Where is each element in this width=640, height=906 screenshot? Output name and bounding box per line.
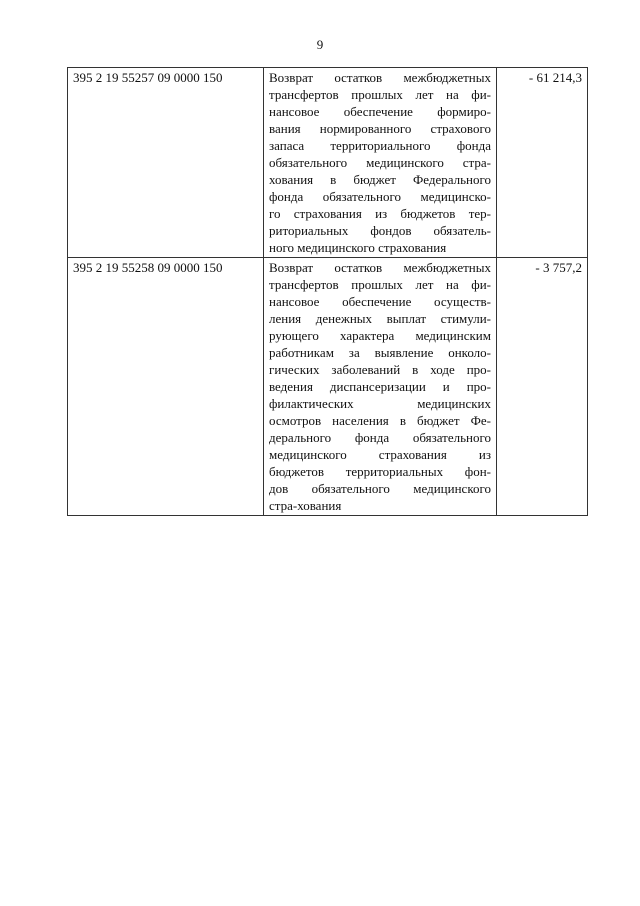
description-line: ления денежных выплат стимули- (269, 311, 491, 326)
description-line: обязательного медицинского стра- (269, 155, 491, 170)
description-line: стра-хования (269, 498, 342, 513)
table-row (68, 258, 588, 516)
description-line: трансфертов прошлых лет на фи- (269, 277, 491, 292)
description-line: ведения диспансеризации и про- (269, 379, 491, 394)
description-line: фонда обязательного медицинско- (269, 189, 491, 204)
description-line: хования в бюджет Федерального (269, 172, 491, 187)
budget-code-cell: 395 2 19 55257 09 0000 150 (68, 68, 264, 258)
description-line: го страхования из бюджетов тер- (269, 206, 491, 221)
amount-cell: - 3 757,2 (497, 258, 588, 516)
description-line: дерального фонда обязательного (269, 430, 491, 445)
description-line: работникам за выявление онколо- (269, 345, 491, 360)
description-line: Возврат остатков межбюджетных (269, 260, 491, 275)
description-cell (264, 68, 497, 258)
budget-code-cell: 395 2 19 55258 09 0000 150 (68, 258, 264, 516)
description-line: дов обязательного медицинского (269, 481, 491, 496)
description-line: медицинского страхования из (269, 447, 491, 462)
amount-cell: - 61 214,3 (497, 68, 588, 258)
description-line: Возврат остатков межбюджетных (269, 70, 491, 85)
description-line: бюджетов территориальных фон- (269, 464, 491, 479)
description-line: риториальных фондов обязатель- (269, 223, 491, 238)
table-row (68, 68, 588, 258)
budget-table (67, 67, 588, 516)
description-cell (264, 258, 497, 516)
description-line: трансфертов прошлых лет на фи- (269, 87, 491, 102)
description-line: нансовое обеспечение осуществ- (269, 294, 491, 309)
description-line: запаса территориального фонда (269, 138, 491, 153)
description-line: ного медицинского страхования (269, 240, 447, 255)
description-line: рующего характера медицинским (269, 328, 491, 343)
page-number: 9 (316, 37, 324, 52)
description-line: осмотров населения в бюджет Фе- (269, 413, 491, 428)
description-line: вания нормированного страхового (269, 121, 491, 136)
description-line: филактических медицинских (269, 396, 491, 411)
description-line: гических заболеваний в ходе про- (269, 362, 491, 377)
description-line: нансовое обеспечение формиро- (269, 104, 491, 119)
